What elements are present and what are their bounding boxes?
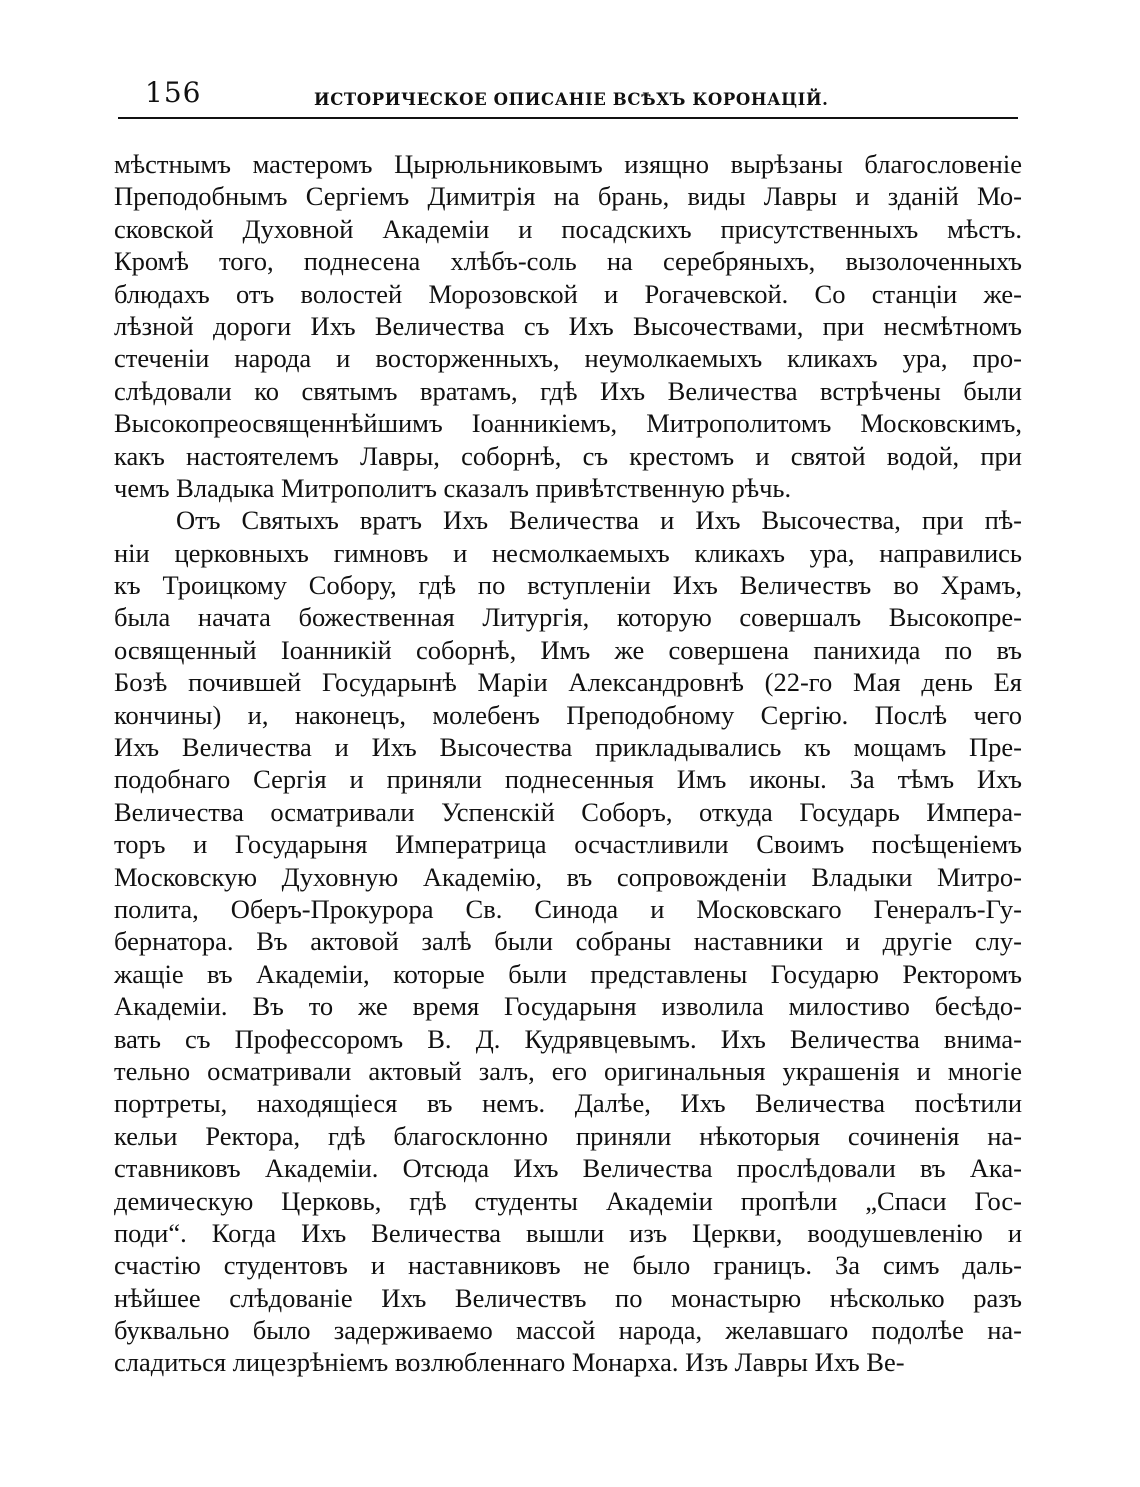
text-line: вать съ Профессоромъ В. Д. Кудрявцевымъ. Ихъ Величества внима-: [114, 1023, 1022, 1054]
text-line: ніи церковныхъ гимновъ и несмолкаемыхъ кликахъ ура, направились: [114, 537, 1022, 568]
text-line: стеченіи народа и восторженныхъ, неумолкаемыхъ кликахъ ура, про-: [114, 343, 1022, 374]
text-line: Величества осматривали Успенскій Соборъ, откуда Государь Импера-: [114, 796, 1022, 827]
text-line: сковской Духовной Академіи и посадскихъ присутственныхъ мѣстъ.: [114, 213, 1022, 244]
page-number: 156: [145, 76, 202, 109]
text-line: поди“. Когда Ихъ Величества вышли изъ Церкви, воодушевленію и: [114, 1217, 1022, 1248]
text-line: счастію студентовъ и наставниковъ не было границъ. За симъ даль-: [114, 1250, 1022, 1281]
text-line: Высокопреосвященнѣйшимъ Іоанникіемъ, Митрополитомъ Московскимъ,: [114, 408, 1022, 439]
text-line: нѣйшее слѣдованіе Ихъ Величествъ по монастырю нѣсколько разъ: [114, 1282, 1022, 1313]
text-line: демическую Церковь, гдѣ студенты Академіи пропѣли „Спаси Гос-: [114, 1185, 1022, 1216]
text-line: Бозѣ почившей Государынѣ Маріи Александровнѣ (22-го Мая день Ея: [114, 667, 1022, 698]
text-line: жащіе въ Академіи, которые были представлены Государю Ректоромъ: [114, 958, 1022, 989]
text-line: блюдахъ отъ волостей Морозовской и Рогачевской. Со станціи же-: [114, 278, 1022, 309]
text-line: Академіи. Въ то же время Государыня изволила милостиво бесѣдо-: [114, 991, 1022, 1022]
text-line: Преподобнымъ Сергіемъ Димитрія на брань, виды Лавры и зданій Мо-: [114, 181, 1022, 212]
header-rule: [118, 117, 1018, 119]
text-line: Московскую Духовную Академію, въ сопровожденіи Владыки Митро-: [114, 861, 1022, 892]
paragraph: [114, 504, 1022, 1379]
paragraph: [114, 148, 1022, 504]
text-line: къ Троицкому Собору, гдѣ по вступленіи Ихъ Величествъ во Храмъ,: [114, 570, 1022, 601]
text-line: бернатора. Въ актовой залѣ были собраны наставники и другіе слу-: [114, 926, 1022, 957]
text-line: портреты, находящіеся въ немъ. Далѣе, Ихъ Величества посѣтили: [114, 1088, 1022, 1119]
text-line: лѣзной дороги Ихъ Величества съ Ихъ Высочествами, при несмѣтномъ: [114, 310, 1022, 341]
text-line: Отъ Святыхъ вратъ Ихъ Величества и Ихъ Высочества, при пѣ-: [176, 505, 1022, 536]
text-line: какъ настоятелемъ Лавры, соборнѣ, съ крестомъ и святой водой, при: [114, 440, 1022, 471]
text-line: полита, Оберъ-Прокурора Св. Синода и Московскаго Генералъ-Гу-: [114, 893, 1022, 924]
text-line: слѣдовали ко святымъ вратамъ, гдѣ Ихъ Величества встрѣчены были: [114, 375, 1022, 406]
text-line: Ихъ Величества и Ихъ Высочества прикладывались къ мощамъ Пре-: [114, 732, 1022, 763]
body-text: [114, 148, 1022, 1379]
text-line: Кромѣ того, поднесена хлѣбъ-соль на серебряныхъ, вызолоченныхъ: [114, 246, 1022, 277]
text-line: сладиться лицезрѣніемъ возлюбленнаго Монарха. Изъ Лавры Ихъ Ве-: [114, 1347, 905, 1378]
text-line: подобнаго Сергія и приняли поднесенныя Имъ иконы. За тѣмъ Ихъ: [114, 764, 1022, 795]
text-line: тельно осматривали актовый залъ, его оригинальныя украшенія и многіе: [114, 1055, 1022, 1086]
text-line: чемъ Владыка Митрополитъ сказалъ привѣтственную рѣчь.: [114, 472, 792, 503]
text-line: освященный Іоанникій соборнѣ, Имъ же совершена панихида по въ: [114, 634, 1022, 665]
text-line: была начата божественная Литургія, которую совершалъ Высокопре-: [114, 602, 1022, 633]
text-line: буквально было задерживаемо массой народа, желавшаго подолѣе на-: [114, 1315, 1022, 1346]
running-title: ИСТОРИЧЕСКОЕ ОПИСАНІЕ ВСѢХЪ КОРОНАЦІЙ.: [314, 90, 829, 109]
text-line: кельи Ректора, гдѣ благосклонно приняли нѣкоторыя сочиненія на-: [114, 1120, 1022, 1151]
text-line: мѣстнымъ мастеромъ Цырюльниковымъ изящно вырѣзаны благословеніе: [114, 149, 1022, 179]
text-line: кончины) и, наконецъ, молебенъ Преподобному Сергію. Послѣ чего: [114, 699, 1022, 730]
text-line: торъ и Государыня Императрица осчастливили Своимъ посѣщеніемъ: [114, 829, 1022, 860]
text-line: ставниковъ Академіи. Отсюда Ихъ Величества прослѣдовали въ Ака-: [114, 1153, 1022, 1184]
